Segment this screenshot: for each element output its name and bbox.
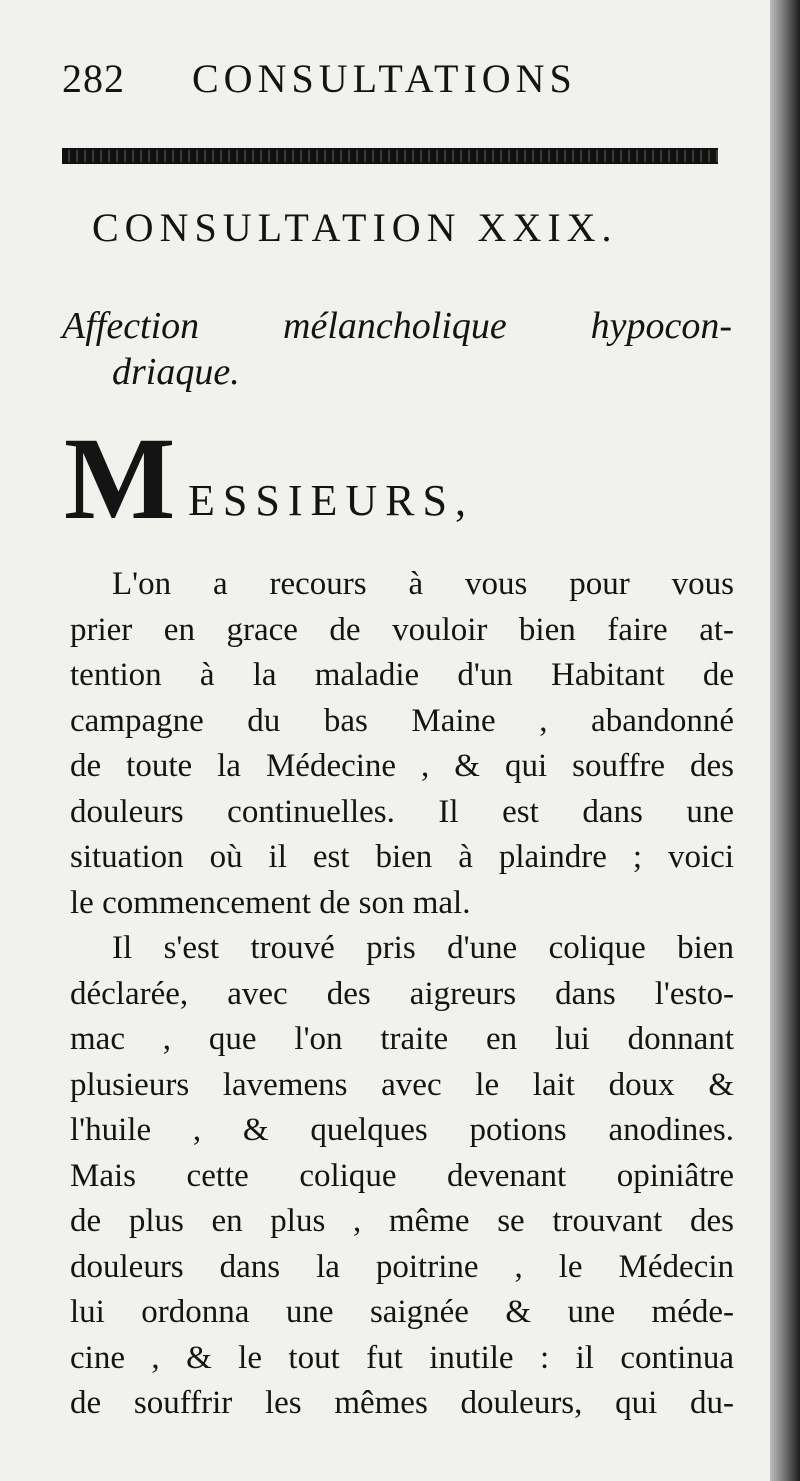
text-line: de toute la Médecine , & qui souffre des	[70, 748, 734, 784]
text-line: Mais cette colique devenant opiniâtre	[70, 1157, 734, 1194]
text-line: douleurs dans la poitrine , le Médecin	[70, 1248, 734, 1285]
text-line: lui ordonna une saignée & une méde-	[70, 1294, 734, 1330]
text-line: de souffrir les mêmes douleurs, qui du-	[70, 1385, 734, 1421]
text-line: cine , & le tout fut inutile : il continua	[70, 1339, 734, 1376]
text-line: le commencement de son mal.	[70, 884, 471, 921]
page-number: 282	[62, 56, 125, 101]
salutation: ESSIEURS,	[188, 476, 474, 525]
text-line: l'huile , & quelques potions anodines.	[70, 1112, 734, 1148]
body-text	[70, 562, 734, 1427]
text-line: situation où il est bien à plaindre ; voici	[70, 839, 734, 875]
text-line: mac , que l'on traite en lui donnant	[70, 1021, 734, 1057]
subtitle-line-1: Affection mélancholique hypocon-	[62, 305, 732, 347]
text-line: plusieurs lavemens avec le lait doux &	[70, 1066, 734, 1103]
running-title: CONSULTATIONS	[192, 56, 577, 101]
drop-cap: M	[64, 413, 176, 544]
consultation-title: CONSULTATION XXIX.	[92, 205, 618, 250]
text-line: déclarée, avec des aigreurs dans l'esto-	[70, 975, 734, 1012]
text-line: prier en grace de vouloir bien faire at-	[70, 611, 734, 648]
running-header	[62, 55, 722, 102]
text-line: campagne du bas Maine , abandonné	[70, 702, 734, 739]
text-line: de plus en plus , même se trouvant des	[70, 1203, 734, 1239]
text-line: L'on a recours à vous pour vous	[112, 566, 734, 602]
text-line: tention à la maladie d'un Habitant de	[70, 657, 734, 693]
subtitle-line-2: driaque.	[112, 351, 240, 393]
page-edge-shadow	[770, 0, 800, 1481]
text-line: Il s'est trouvé pris d'une colique bien	[112, 930, 734, 966]
text-line: douleurs continuelles. Il est dans une	[70, 793, 734, 830]
header-rule-ornament	[62, 148, 718, 164]
